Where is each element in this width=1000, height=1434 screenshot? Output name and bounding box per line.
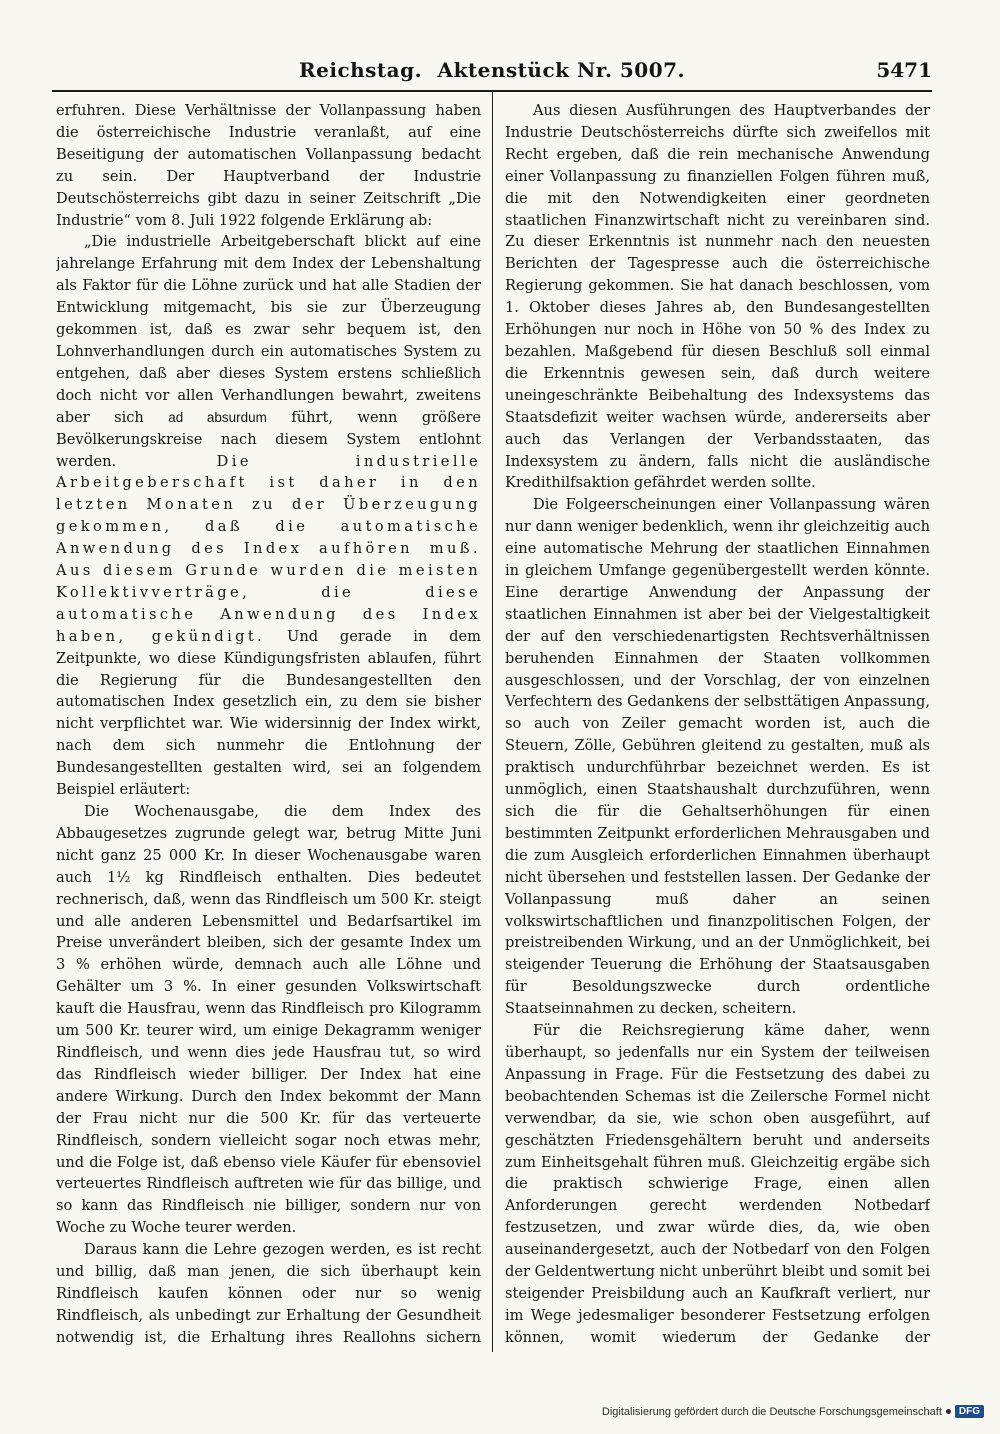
right-paragraph-2: Die Folgeerscheinungen einer Vollanpassung wären nur dann weniger bedenklich, wenn ihr gleichzeitig auch eine automatische Mehrung der staatlichen Einnahmen in gleichem Umfange gegenübergestellt werden könnte. Eine derartige Anwendung der Anpassung der staatlichen Einnahmen ist aber bei der Vielgestaltigkeit der auf den verschiedenartigsten Rechtsverhältnissen beruhenden Einnahmen der Staaten vollkommen ausgeschlossen, und der Vorschlag, der von einzelnen Verfechtern des Gedankens der selbsttätigen Anpassung, so auch von Zeiler gemacht worden ist, auch die Steuern, Zölle, Gebühren gleitend zu gestalten, muß als praktisch undurchführbar bezeichnet werden. Es ist unmöglich, einen Staatshaushalt durchzuführen, wenn sich die für die Gehaltserhöhungen für einen bestimmten Zeitpunkt erforderlichen Mehrausgaben und die zum Ausgleich erforderlichen Einnahmen überhaupt nicht übersehen und feststellen lassen. Der Gedanke der Vollanpassung muß daher an seinen volkswirtschaftlichen und finanzpolitischen Folgen, der preistreibenden Wirkung, und an der Unmöglichkeit, bei steigender Teuerung die Erhöhung der Staatsausgaben für Besoldungszwecke durch ordentliche Staatseinnahmen zu decken, scheitern. — [505, 496, 930, 1018]
bullet-icon — [946, 1409, 951, 1414]
quote-spaced-emphasis: Die industrielle Arbeitgeberschaft ist daher in den letzten Monaten zu der Überzeugung gekommen, daß die automatische Anwendung des Index aufhören muß. Aus diesem Grunde wurden die meisten Kollektivverträge, die diese automatische Anwendung des Index haben, gekündigt. — [56, 452, 481, 645]
header-reichstag: Reichstag. — [299, 58, 423, 82]
running-title — [52, 58, 932, 82]
footer-text: Digitalisierung gefördert durch die Deutsche Forschungsgemeinschaft — [601, 1405, 942, 1418]
header-aktenstueck: Aktenstück Nr. 5007. — [437, 58, 685, 82]
right-paragraph-1: Aus diesen Ausführungen des Hauptverbandes der Industrie Deutschösterreichs dürfte sich zweifellos mit Recht ergeben, daß die rein mechanische Anwendung einer Vollanpassung zu finanziellen Folgen führen muß, die mit den Notwendigkeiten einer geordneten staatlichen Finanzwirtschaft nicht zu vereinbaren sind. Zu dieser Erkenntnis ist nunmehr nach den neuesten Berichten der Tagespresse auch die österreichische Regierung gekommen. Sie hat danach beschlossen, vom 1. Oktober dieses Jahres ab, den Bundesangestellten Erhöhungen nur noch in Höhe von 50 % des Index zu bezahlen. Maßgebend für diesen Beschluß soll einmal die Erkenntnis gewesen sein, daß durch weitere uneingeschränkte Beibehaltung des Indexsystems das Staatsdefizit weiter wachsen würde, andererseits aber auch das Verlangen der Verbandsstaaten, das Indexsystem zu ändern, falls nicht die ausländische Kredithilfsaktion gefährdet werden sollte. — [505, 102, 930, 492]
right-column — [505, 100, 930, 1348]
page-number: 5471 — [876, 58, 932, 82]
left-paragraph-1: erfuhren. Diese Verhältnisse der Vollanpassung haben die österreichische Industrie veranlaßt, auf eine Beseitigung der automatischen Vollanpassung bedacht zu sein. Der Hauptverband der Industrie Deutschösterreichs gibt dazu in seiner Zeitschrift „Die Industrie“ vom 8. Juli 1922 folgende Erklärung ab: — [56, 102, 481, 229]
left-paragraph-4: Daraus kann die Lehre gezogen werden, es ist recht und billig, daß man jenen, die sich überhaupt kein Rindfleisch kaufen können oder nur so wenig Rindfleisch, als unbedingt zur Erhaltung der Gesundheit notwendig ist, die Erhaltung ihres Reallohns sichern — [56, 1241, 481, 1346]
digitization-footer — [602, 1405, 984, 1418]
column-divider — [492, 92, 493, 1352]
left-paragraph-3: Die Wochenausgabe, die dem Index des Abbaugesetzes zugrunde gelegt war, betrug Mitte Juni nicht ganz 25 000 Kr. In dieser Wochenausgabe waren auch 1½ kg Rindfleisch enthalten. Dies bedeutet rechnerisch, daß, wenn das Rindfleisch um 500 Kr. steigt und alle anderen Lebensmittel und Bedarfsartikel im Preise unverändert bleiben, sich der gesamte Index um 3 % erhöhen würde, demnach auch alle Löhne und Gehälter um 3 %. In einer gesunden Volkswirtschaft kauft die Hausfrau, wenn das Rindfleisch pro Kilogramm um 500 Kr. teurer wird, um einige Dekagramm weniger Rindfleisch, und wenn dies jede Hausfrau tut, so wird das Rindfleisch wieder billiger. Der Index hat eine andere Wirkung. Durch den Index bekommt der Mann der Frau nicht nur die 500 Kr. für das verteuerte Rindfleisch, sondern vielleicht sogar noch etwas mehr, und die Folge ist, daß ebenso viele Käufer für ebensoviel verteuertes Rindfleisch auftreten wie für das billige, und so kann das Rindfleisch nie billiger, sondern nur von Woche zu Woche teurer werden. — [56, 803, 481, 1237]
quote-part-a: „Die industrielle Arbeitgeberschaft blickt auf eine jahrelange Erfahrung mit dem Index der Lebenshaltung als Faktor für die Löhne zurück und hat alle Stadien der Entwicklung mitgemacht, bis sie zur Überzeugung gekommen ist, daß es zwar sehr bequem ist, den Lohnverhandlungen durch ein automatisches System zu entgehen, daß aber dieses System erstens schließlich doch nicht vor allen Verhandlungen bewahrt, zweitens aber sich — [56, 233, 481, 426]
page-header — [52, 58, 932, 86]
quote-part-b: führt, wenn größere Bevölkerungskreise nach diesem System entlohnt werden. — [56, 408, 481, 470]
quote-part-c: Und gerade in dem Zeitpunkte, wo diese Kündigungsfristen ablaufen, führt die Regierung für die Bundesangestellten den automatischen Index gesetzlich ein, zu dem sie bisher nicht verpflichtet war. Wie widersinnig der Index wirkt, nach dem sich nunmehr die Entlohnung der Bundesangestellten gestalten wird, sei an folgendem Beispiel erläutert: — [56, 627, 481, 799]
left-column — [56, 100, 481, 1348]
dfg-logo-icon: DFG — [955, 1405, 984, 1418]
right-paragraph-3: Für die Reichsregierung käme daher, wenn überhaupt, so jedenfalls nur ein System der teilweisen Anpassung in Frage. Für die Festsetzung des dabei zu beobachtenden Schemas ist die Zeilersche Formel nicht verwendbar, da sie, wie schon oben ausgeführt, auf geschätzten Friedensgehältern beruht und anderseits zum Einheitsgehalt führen muß. Gleichzeitig ergäbe sich die praktisch schwierige Frage, einen allen Anforderungen gerecht werdenden Notbedarf festzusetzen, und zwar würde dies, da, wie oben auseinandergesetzt, auch der Notbedarf von den Folgen der Geldentwertung nicht unberührt bleibt und somit bei steigender Preisbildung auch an Kaufkraft verliert, nur im Wege jedesmaliger besonderer Festsetzung erfolgen können, womit wiederum der Gedanke der — [505, 1022, 930, 1346]
quote-latin-phrase: ad absurdum — [168, 409, 267, 425]
left-paragraph-2 — [56, 231, 481, 801]
